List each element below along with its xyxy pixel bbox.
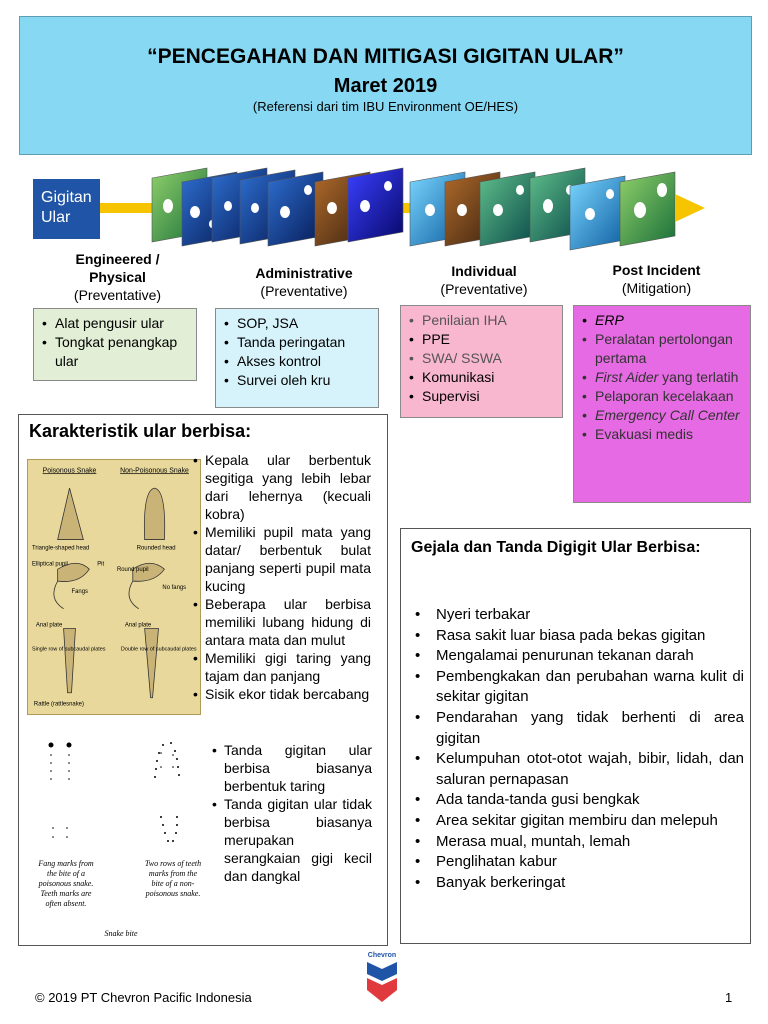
slice-individual-2 — [348, 168, 403, 242]
column-subtitle-individual: (Preventative) — [440, 281, 528, 297]
list-item: • Banyak berkeringat — [411, 873, 744, 894]
column-head-post-incident — [584, 261, 729, 297]
symptoms-panel — [400, 528, 751, 944]
list-item: • Alat pengusir ular — [40, 314, 190, 333]
list-item: • SWA/ SSWA — [407, 349, 556, 368]
fig-label-elliptical: Elliptical pupil — [31, 561, 68, 568]
list-item: • Penilaian IHA — [407, 311, 556, 330]
fig-label-fangs: Fangs — [71, 588, 88, 595]
list-item: • Memiliki pupil mata yang datar/ berbentuk bulat panjang seperti pupil mata kucing — [191, 523, 371, 595]
list-item: • Merasa mual, muntah, lemah — [411, 832, 744, 853]
characteristics-list — [191, 451, 371, 703]
bite-caption-fang: Fang marks from the bite of a poisonous snake. Teeth marks are often absent. — [38, 859, 94, 908]
list-item: • Tanda peringatan — [222, 333, 372, 352]
symptoms-title: Gejala dan Tanda Digigit Ular Berbisa: — [411, 539, 701, 556]
bite-caption-bottom: Snake bite — [104, 929, 138, 938]
document-reference: (Referensi dari tim IBU Environment OE/HES) — [252, 99, 519, 114]
fig-label-rattle: Rattle (rattlesnake) — [33, 701, 84, 708]
list-item: • Tanda gigitan ular berbisa biasanya berbentuk taring — [210, 741, 372, 795]
list-item: • ERP — [580, 311, 744, 330]
chevron-shield-icon — [365, 960, 399, 1004]
column-title-engineered-line1: Engineered / — [75, 251, 160, 267]
individual-controls-box — [400, 305, 563, 418]
snake-bite-label-line2: Ular — [41, 209, 71, 226]
document-title: “PENCEGAHAN DAN MITIGASI GIGITAN ULAR” — [147, 45, 624, 68]
column-title-post-incident: Post Incident — [612, 262, 701, 278]
column-title-administrative: Administrative — [255, 265, 353, 281]
characteristics-panel — [18, 414, 388, 946]
list-item: • Tongkat penangkap ular — [40, 333, 190, 371]
fig-label-pit: Pit — [97, 561, 105, 568]
list-item: • SOP, JSA — [222, 314, 372, 333]
slice-post-1 — [570, 176, 625, 250]
list-item: • Kepala ular berbentuk segitiga yang lebih lebar dari lehernya (kecuali kobra) — [191, 451, 371, 523]
list-item: • Pendarahan yang tidak berhenti di area gigitan — [411, 708, 744, 749]
snake-comparison-illustration — [27, 459, 201, 715]
list-item: • Pembengkakan dan perubahan warna kulit di sekitar gigitan — [411, 667, 744, 708]
list-item: • Kelumpuhan otot-otot wajah, bibir, lidah, dan saluran pernapasan — [411, 749, 744, 790]
column-subtitle-post-incident: (Mitigation) — [621, 280, 692, 296]
list-item: • Beberapa ular berbisa memiliki lubang hidung di antara mata dan mulut — [191, 595, 371, 649]
column-title-individual: Individual — [451, 263, 517, 279]
list-item: • Nyeri terbakar — [411, 605, 744, 626]
list-item: • Pelaporan kecelakaan — [580, 387, 744, 406]
column-head-administrative — [228, 264, 380, 300]
list-item: • Tanda gigitan ular tidak berbisa biasanya merupakan serangkaian gigi kecil dan dangkal — [210, 795, 372, 885]
bite-mark-drawing — [31, 733, 201, 863]
list-item: • Area sekitar gigitan membiru dan melepuh — [411, 811, 744, 832]
fig-label-anal-plate-left: Anal plate — [35, 622, 63, 629]
list-item: • Supervisi — [407, 387, 556, 406]
fig-label-rounded: Rounded head — [136, 545, 176, 552]
timeline-arrow-head — [675, 194, 705, 222]
fig-label-non-poisonous: Non-Poisonous Snake — [120, 467, 189, 475]
list-item — [580, 368, 744, 387]
post-incident-box — [573, 305, 751, 503]
header-banner — [19, 16, 752, 155]
snake-bite-label — [33, 179, 100, 239]
administrative-controls-box — [215, 308, 379, 408]
chevron-logo-text: Chevron — [367, 952, 397, 959]
list-item: • Penglihatan kabur — [411, 852, 744, 873]
footer-copyright: © 2019 PT Chevron Pacific Indonesia — [35, 990, 252, 1005]
column-subtitle-administrative: (Preventative) — [260, 283, 348, 299]
first-aider-suffix: yang terlatih — [658, 369, 739, 385]
list-item: • Sisik ekor tidak bercabang — [191, 685, 371, 703]
first-aider-text: First Aider — [595, 369, 659, 385]
list-item: • Memiliki gigi taring yang tajam dan panjang — [191, 649, 371, 685]
slice-individual-5 — [480, 172, 535, 246]
bite-caption-teeth: Two rows of teeth marks from the bite of a non-poisonous snake. — [144, 859, 202, 898]
list-item: • PPE — [407, 330, 556, 349]
fig-label-double-row: Double row of subcaudal plates — [120, 646, 197, 653]
fig-label-round-pupil: Round pupil — [116, 567, 149, 574]
slice-post-2 — [620, 172, 675, 246]
column-subtitle-engineered: (Preventative) — [73, 287, 162, 303]
fig-label-no-fangs: No fangs — [162, 584, 187, 591]
column-head-engineered — [50, 250, 185, 304]
column-title-engineered-line2: Physical — [89, 269, 146, 285]
bite-mark-illustration — [31, 733, 201, 945]
list-item: • Akses kontrol — [222, 352, 372, 371]
fig-label-anal-plate-right: Anal plate — [124, 622, 152, 629]
list-item: • Mengalamai penurunan tekanan darah — [411, 646, 744, 667]
list-item: • Evakuasi medis — [580, 425, 744, 444]
column-head-individual — [412, 262, 556, 298]
fig-label-poisonous: Poisonous Snake — [42, 467, 97, 475]
document-date: Maret 2019 — [333, 75, 438, 97]
list-item: • Ada tanda-tanda gusi bengkak — [411, 790, 744, 811]
chevron-logo — [365, 952, 399, 1004]
snake-bite-label-line1: Gigitan — [41, 189, 92, 206]
list-item: • Komunikasi — [407, 368, 556, 387]
list-item: • Rasa sakit luar biasa pada bekas gigitan — [411, 626, 744, 647]
bite-mark-list — [210, 741, 372, 885]
engineered-controls-box — [33, 308, 197, 381]
characteristics-title: Karakteristik ular berbisa: — [29, 421, 252, 441]
page-number: 1 — [725, 990, 733, 1005]
swiss-cheese-diagram — [100, 160, 720, 260]
list-item: • Emergency Call Center — [580, 406, 744, 425]
symptoms-list — [411, 605, 744, 893]
list-item: • Survei oleh kru — [222, 371, 372, 390]
fig-label-triangle: Triangle-shaped head — [31, 545, 90, 552]
list-item: • Peralatan pertolongan pertama — [580, 330, 744, 368]
fig-label-single-row: Single row of subcaudal plates — [31, 646, 106, 653]
